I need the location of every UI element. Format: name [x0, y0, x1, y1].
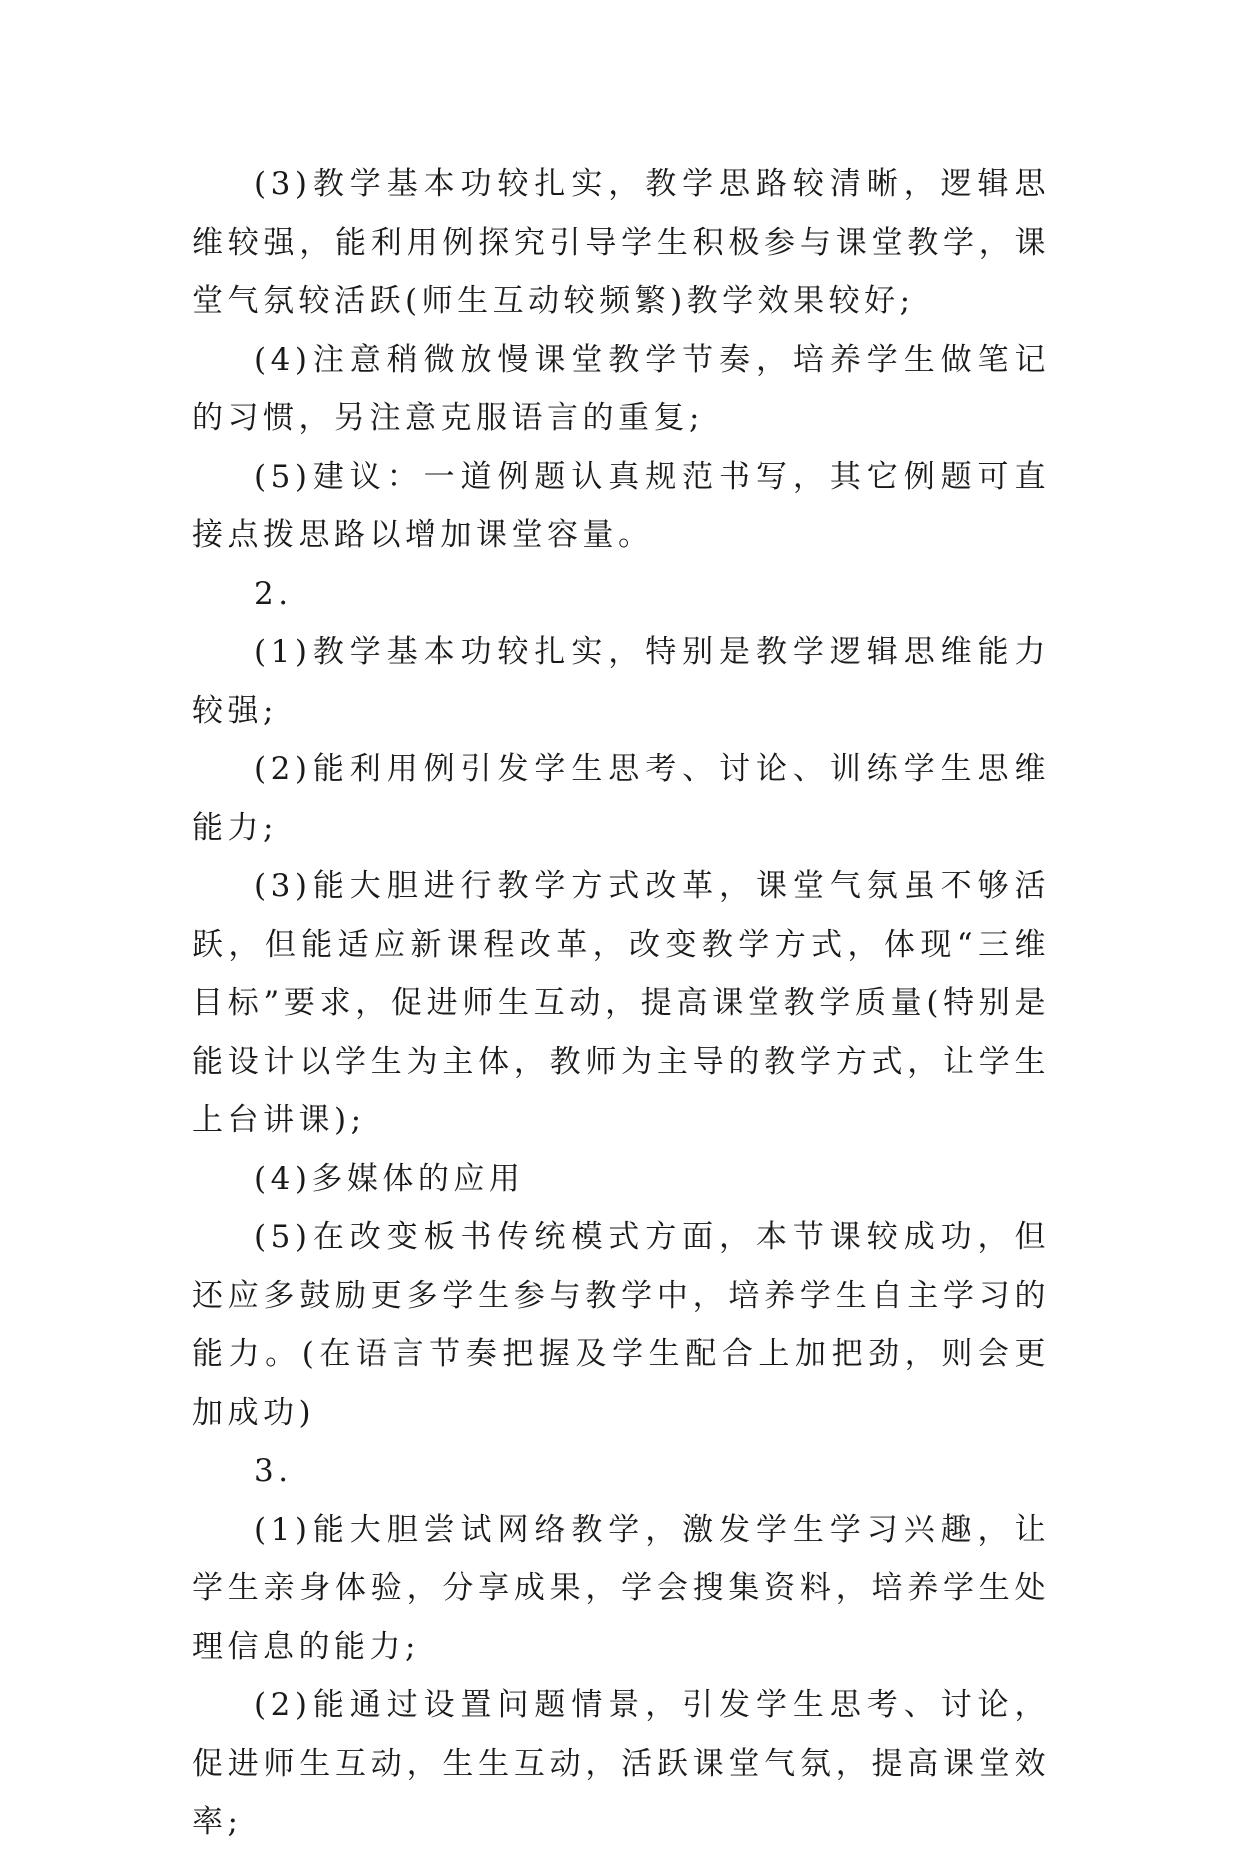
- paragraph-2-5: (5)在改变板书传统模式方面，本节课较成功，但还应多鼓励更多学生参与教学中，培养学生自主学习的能力。(在语言节奏把握及学生配合上加把劲，则会更加成功): [192, 1219, 1050, 1431]
- document-body: [192, 155, 1050, 1852]
- section-number-3: 3.: [254, 1453, 293, 1489]
- paragraph-2-3: (3)能大胆进行教学方式改革，课堂气氛虽不够活跃，但能适应新课程改革，改变教学方式，体现“三维目标”要求，促进师生互动，提高课堂教学质量(特别是能设计以学生为主体，教师为主导的教学方式，让学生上台讲课);: [192, 868, 1050, 1138]
- paragraph-3-1: (1)能大胆尝试网络教学，激发学生学习兴趣，让学生亲身体验，分享成果，学会搜集资料，培养学生处理信息的能力;: [192, 1511, 1050, 1665]
- paragraph-3-2: (2)能通过设置问题情景，引发学生思考、讨论，促进师生互动，生生互动，活跃课堂气氛，提高课堂效率;: [192, 1687, 1050, 1840]
- paragraph-2-1: (1)教学基本功较扎实，特别是教学逻辑思维能力较强;: [192, 634, 1050, 729]
- paragraph-5-suggestion: (5)建议：一道例题认真规范书写，其它例题可直接点拨思路以增加课堂容量。: [192, 458, 1050, 553]
- paragraph-3-basic-skills: (3)教学基本功较扎实，教学思路较清晰，逻辑思维较强，能利用例探究引导学生积极参与课堂教学，课堂气氛较活跃(师生互动较频繁)教学效果较好;: [192, 166, 1050, 319]
- paragraph-4-pace: (4)注意稍微放慢课堂教学节奏，培养学生做笔记的习惯，另注意克服语言的重复;: [192, 341, 1050, 436]
- paragraph-2-2: (2)能利用例引发学生思考、讨论、训练学生思维能力;: [192, 751, 1050, 846]
- paragraph-2-4: (4)多媒体的应用: [254, 1160, 525, 1197]
- section-number-2: 2.: [254, 575, 293, 612]
